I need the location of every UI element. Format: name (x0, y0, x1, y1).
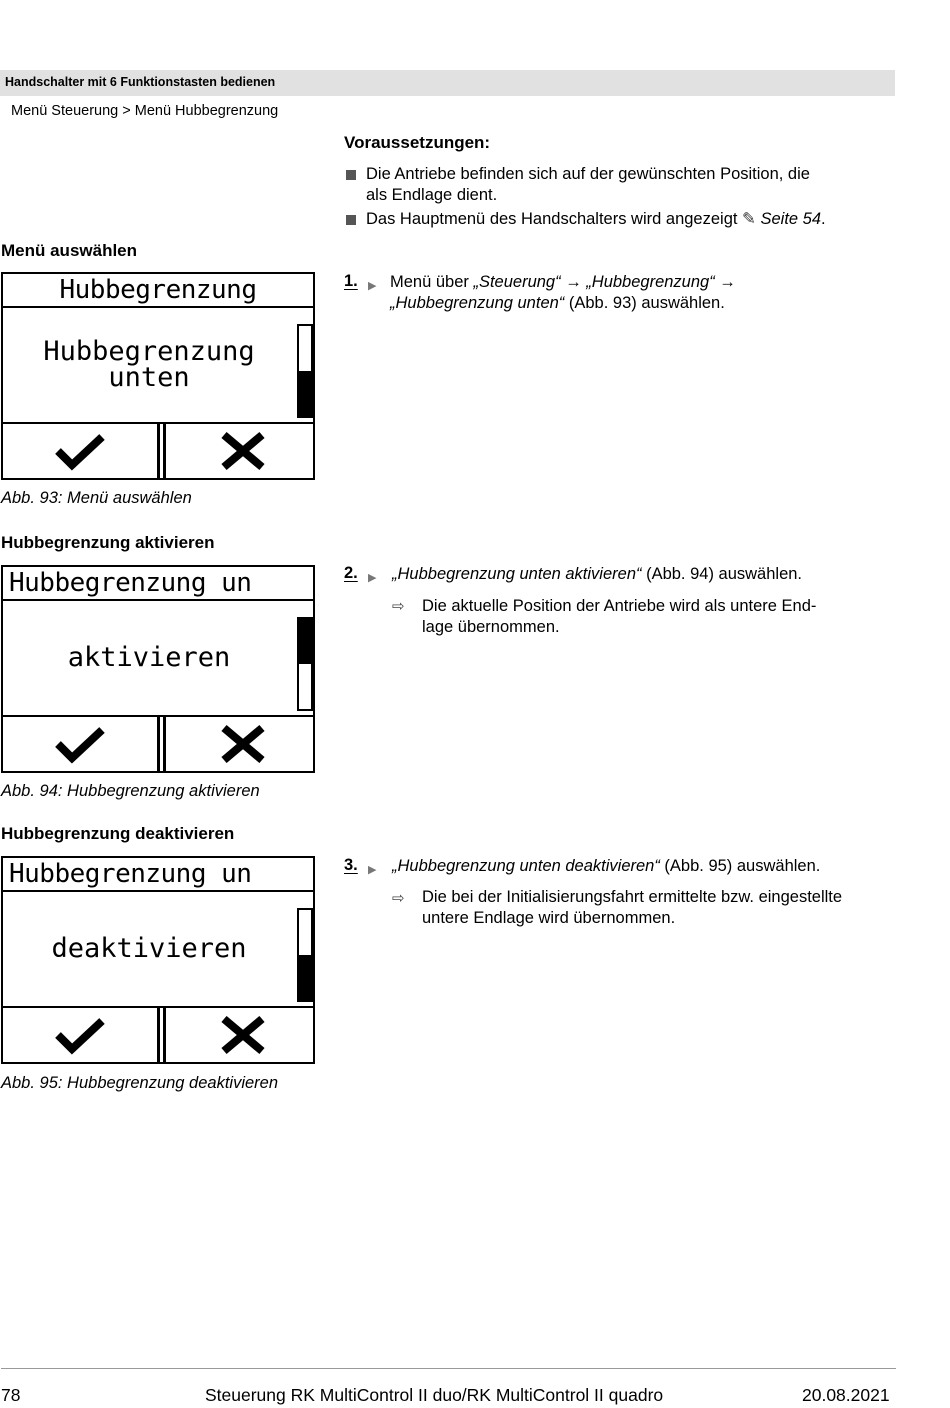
cancel-button[interactable] (163, 1008, 320, 1062)
step-number: 2. (344, 564, 358, 582)
step-result (422, 596, 902, 638)
menu-path-item: „Hubbegrenzung unten“ (390, 294, 565, 312)
confirm-button[interactable] (3, 1008, 160, 1062)
path-arrow: → (560, 273, 587, 291)
lcd-scroll-thumb (299, 619, 311, 664)
checkmark-icon (52, 724, 108, 764)
result-text-line: Die bei der Initialisierungsfahrt ermittelte bzw. eingestellte (422, 888, 843, 906)
page-reference-link[interactable]: Seite 54 (760, 210, 822, 228)
figure-caption: Abb. 94: Hubbegrenzung aktivieren (1, 782, 260, 800)
path-arrow: → (714, 273, 736, 291)
chapter-title: Handschalter mit 6 Funktionstasten bedienen (5, 75, 276, 89)
lcd-softkeys (3, 422, 313, 478)
footer-divider (1, 1368, 896, 1369)
step-instruction (392, 856, 912, 877)
section-heading-menu-select: Menü auswählen (1, 241, 138, 260)
breadcrumb: Menü Steuerung > Menü Hubbegrenzung (11, 103, 279, 119)
figure-caption: Abb. 95: Hubbegrenzung deaktivieren (1, 1074, 279, 1092)
result-text-line: Die aktuelle Position der Antriebe wird als untere End- (422, 597, 817, 615)
square-bullet-icon (346, 170, 356, 180)
result-text-line: untere Endlage wird übernommen. (422, 909, 676, 927)
figure-caption: Abb. 93: Menü auswählen (1, 489, 192, 507)
step-result (422, 887, 932, 929)
section-heading-deactivate: Hubbegrenzung deaktivieren (1, 824, 235, 843)
step-text: (Abb. 94) auswählen. (641, 565, 803, 583)
step-number: 3. (344, 856, 358, 874)
lcd-title: Hubbegrenzung (3, 274, 313, 308)
lcd-scroll-thumb (299, 955, 311, 1000)
menu-path-item: „Steuerung“ (473, 273, 561, 291)
lcd-display-deactivate (1, 856, 315, 1064)
confirm-button[interactable] (3, 424, 160, 478)
step-number: 1. (344, 272, 358, 290)
prerequisite-item (344, 209, 924, 230)
cross-icon (218, 431, 268, 471)
lcd-line: Hubbegrenzung (43, 336, 255, 367)
step-arrow-icon: ▶ (368, 572, 377, 584)
prerequisites-heading: Voraussetzungen: (344, 133, 491, 152)
confirm-button[interactable] (3, 717, 160, 771)
result-text-line: lage übernommen. (422, 618, 560, 636)
lcd-display-menu-select (1, 272, 315, 480)
lcd-title: Hubbegrenzung un (3, 567, 313, 601)
lcd-body (3, 601, 295, 715)
menu-path-item: „Hubbegrenzung unten aktivieren“ (392, 565, 642, 583)
section-heading-activate: Hubbegrenzung aktivieren (1, 533, 215, 552)
prerequisite-text-line: als Endlage dient. (366, 186, 498, 204)
prerequisite-text: Das Hauptmenü des Handschalters wird angezeigt (366, 210, 738, 228)
prerequisite-text-line: Die Antriebe befinden sich auf der gewünschten Position, die (366, 165, 810, 183)
lcd-scrollbar (297, 324, 313, 418)
lcd-scrollbar (297, 908, 313, 1002)
step-instruction (392, 564, 912, 585)
lcd-display-activate (1, 565, 315, 773)
menu-path-item: „Hubbegrenzung unten deaktivieren“ (392, 857, 660, 875)
page-reference-icon: ✎ (742, 210, 756, 228)
square-bullet-icon (346, 215, 356, 225)
lcd-scrollbar (297, 617, 313, 711)
checkmark-icon (52, 431, 108, 471)
lcd-line: aktivieren (67, 642, 231, 673)
lcd-line: deaktivieren (51, 933, 247, 964)
lcd-softkeys (3, 1006, 313, 1062)
step-text: (Abb. 95) auswählen. (659, 857, 821, 875)
step-arrow-icon: ▶ (368, 280, 377, 292)
lcd-body (3, 892, 295, 1006)
sentence-period: . (821, 210, 826, 228)
cancel-button[interactable] (163, 717, 320, 771)
result-arrow-icon: ⇨ (392, 890, 405, 907)
checkmark-icon (52, 1015, 108, 1055)
lcd-softkeys (3, 715, 313, 771)
cancel-button[interactable] (163, 424, 320, 478)
step-arrow-icon: ▶ (368, 864, 377, 876)
result-arrow-icon: ⇨ (392, 598, 405, 615)
page-number: 78 (1, 1385, 21, 1405)
cross-icon (218, 1015, 268, 1055)
prerequisite-item (344, 164, 904, 206)
lcd-body (3, 308, 295, 422)
document-title: Steuerung RK MultiControl II duo/RK MultiControl II quadro (205, 1385, 664, 1405)
cross-icon (218, 724, 268, 764)
lcd-title: Hubbegrenzung un (3, 858, 313, 892)
step-text: (Abb. 93) auswählen. (564, 294, 725, 312)
step-instruction (390, 272, 910, 314)
document-date: 20.08.2021 (802, 1385, 890, 1405)
lcd-line: unten (108, 362, 190, 393)
step-text: Menü über (390, 273, 474, 291)
menu-path-item: „Hubbegrenzung“ (586, 273, 715, 291)
lcd-scroll-thumb (299, 371, 311, 416)
